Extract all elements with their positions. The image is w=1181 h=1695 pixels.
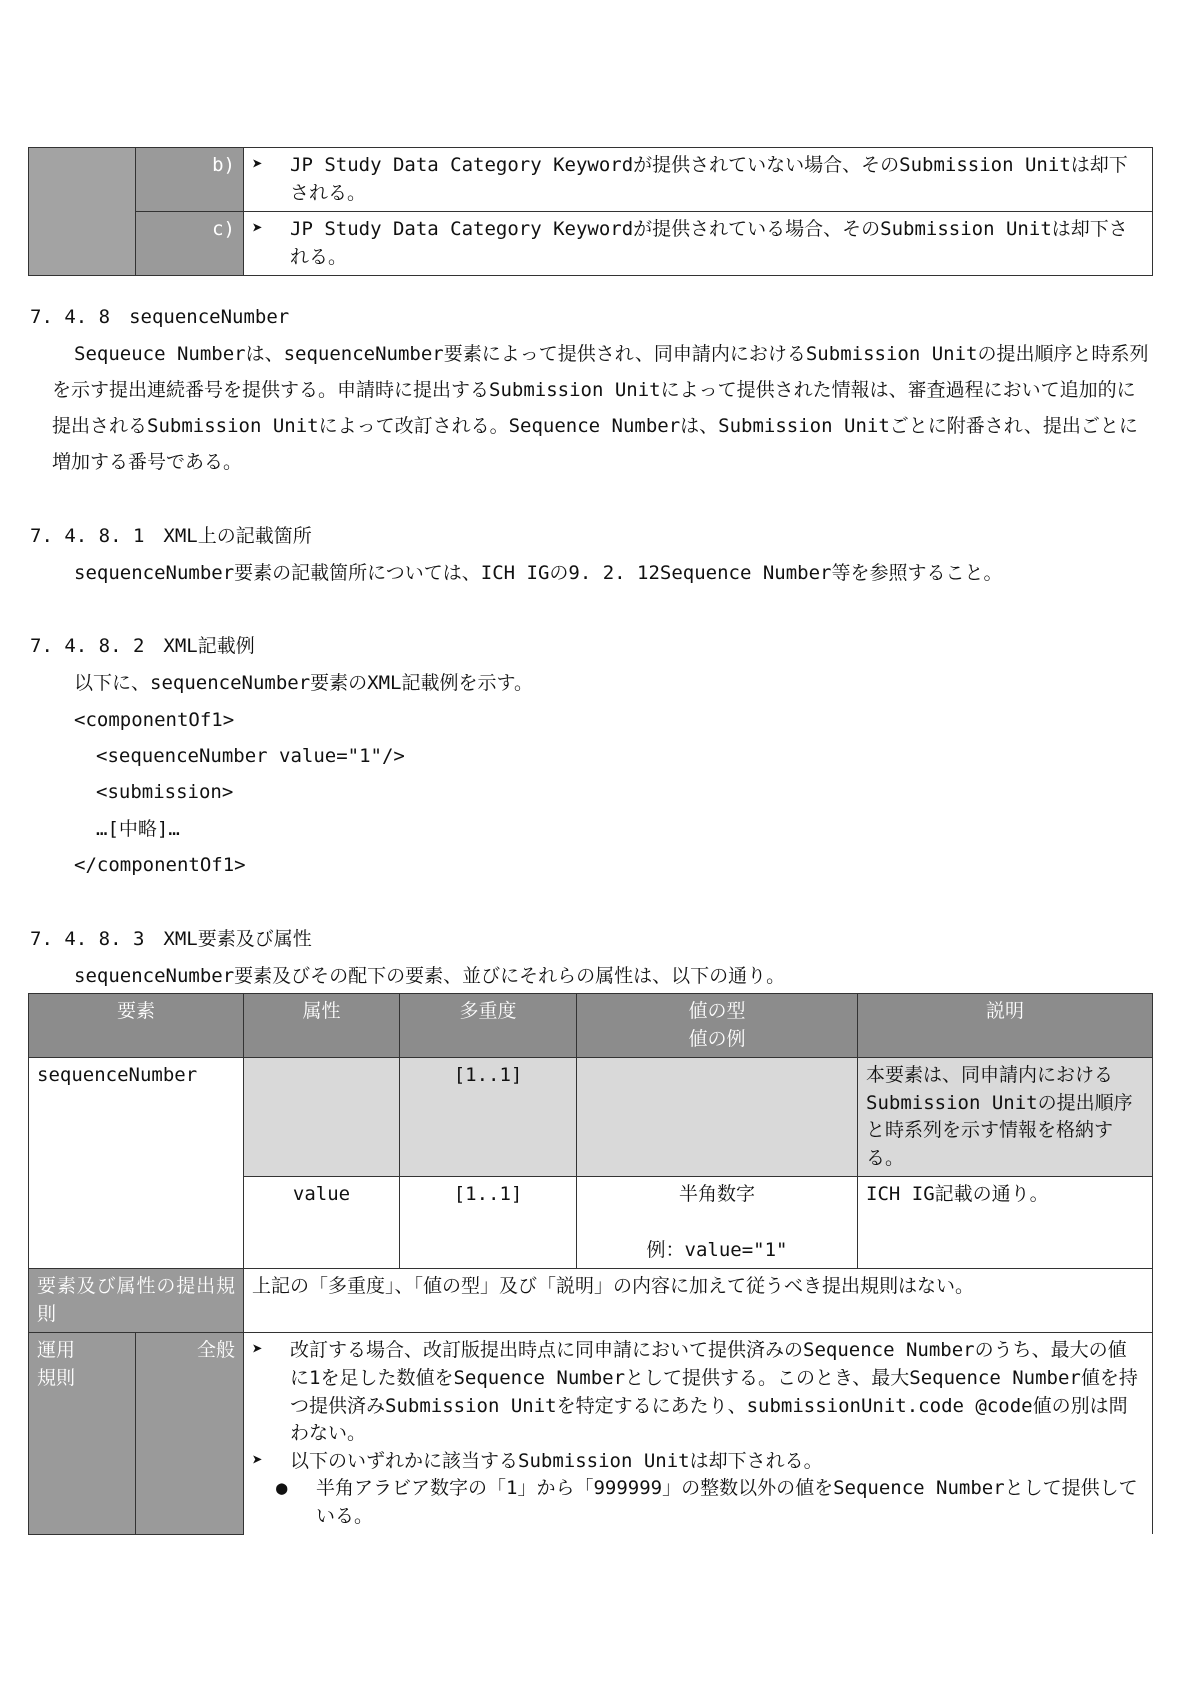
element-attribute-table	[28, 993, 1153, 1535]
header-type-line2: 値の例	[688, 1027, 746, 1050]
operation-rule-1: 改訂する場合、改訂版提出時点に同申請において提供済みのSequence Numberのうち、最大の値に1を足した数値をSequence Numberとして提供する。このとき、最大Sequence Number値を持つ提供済みSubmission Unitを特定するにあたり、submissionUnit.code @code値の別は問わない。	[290, 1339, 1138, 1445]
operation-rules-content	[244, 1333, 1153, 1534]
arrow-bullet-icon: ➤	[252, 1339, 263, 1361]
xml-code-line: …[中略]…	[96, 818, 180, 840]
arrow-bullet-icon: ➤	[252, 218, 263, 240]
row-label-b: b)	[136, 148, 244, 212]
operation-rule-2: 以下のいずれかに該当するSubmission Unitは却下される。	[290, 1449, 823, 1472]
cell-type-empty	[577, 1058, 858, 1177]
section-7483-intro: sequenceNumber要素及びその配下の要素、並びにそれらの属性は、以下の通り。	[74, 965, 786, 987]
value-example: 例：value="1"	[646, 1238, 788, 1261]
section-7481-paragraph: sequenceNumber要素の記載箇所については、ICH IGの9. 2. 12Sequence Number等を参照すること。	[74, 562, 1003, 584]
cell-multiplicity: [1..1]	[400, 1058, 577, 1177]
cell-description-value: ICH IG記載の通り。	[858, 1177, 1153, 1269]
rule-b	[244, 148, 1153, 212]
cell-description: 本要素は、同申請内におけるSubmission Unitの提出順序と時系列を示す情報を格納する。	[858, 1058, 1153, 1177]
header-multiplicity: 多重度	[400, 994, 577, 1058]
cell-type-value	[577, 1177, 858, 1269]
section-748-heading: 7. 4. 8 sequenceNumber	[30, 306, 290, 328]
xml-code-line: <sequenceNumber value="1"/>	[96, 745, 405, 767]
header-type-line1: 値の型	[688, 1000, 746, 1022]
rule-b-text: JP Study Data Category Keywordが提供されていない場合、そのSubmission Unitは却下される。	[290, 154, 1128, 204]
cell-element-name: sequenceNumber	[29, 1058, 244, 1269]
cell-attribute-empty	[244, 1058, 400, 1177]
submit-rules-text: 上記の「多重度」、「値の型」及び「説明」の内容に加えて従うべき提出規則はない。	[244, 1269, 1153, 1333]
xml-code-line: <componentOf1>	[74, 709, 235, 731]
top-table-blank-cell	[29, 148, 136, 276]
rule-c	[244, 212, 1153, 276]
operation-rules-label-text: 運用規則	[37, 1339, 76, 1390]
operation-rules-sublabel: 全般	[136, 1333, 244, 1534]
arrow-bullet-icon: ➤	[252, 154, 263, 175]
arrow-bullet-icon: ➤	[252, 1449, 263, 1471]
header-description: 説明	[858, 994, 1153, 1058]
submit-rules-label: 要素及び属性の提出規則	[29, 1269, 244, 1333]
header-type	[577, 994, 858, 1058]
rule-c-text: JP Study Data Category Keywordが提供されている場合、そのSubmission Unitは却下される。	[290, 218, 1128, 268]
section-7481-heading: 7. 4. 8. 1 XML上の記載箇所	[30, 525, 312, 547]
dot-bullet-icon: ●	[276, 1477, 288, 1500]
top-rules-table	[28, 147, 1153, 276]
section-7483-heading: 7. 4. 8. 3 XML要素及び属性	[30, 928, 312, 950]
header-element: 要素	[29, 994, 244, 1058]
operation-rules-label	[29, 1333, 136, 1534]
section-7482-intro: 以下に、sequenceNumber要素のXML記載例を示す。	[74, 672, 533, 694]
cell-attribute-value: value	[244, 1177, 400, 1269]
operation-sub-rule-1: 半角アラビア数字の「1」から「999999」の整数以外の値をSequence Numberとして提供している。	[316, 1477, 1138, 1527]
header-attribute: 属性	[244, 994, 400, 1058]
cell-multiplicity-value: [1..1]	[400, 1177, 577, 1269]
section-748-paragraph: Sequeuce Numberは、sequenceNumber要素によって提供され、同申請内におけるSubmission Unitの提出順序と時系列を示す提出連続番号を提供する。申請時に提出するSubmission Unitによって提供された情報は、審査過程において追加的に提出されるSubmission Unitによって改訂される。Sequence Numberは、Submission Unitごとに附番され、提出ごとに増加する番号である。	[52, 343, 1149, 473]
xml-code-line: </componentOf1>	[74, 854, 246, 876]
xml-code-line: <submission>	[96, 781, 234, 803]
value-type: 半角数字	[679, 1183, 756, 1206]
row-label-c: c)	[136, 212, 244, 276]
section-7482-heading: 7. 4. 8. 2 XML記載例	[30, 635, 255, 657]
